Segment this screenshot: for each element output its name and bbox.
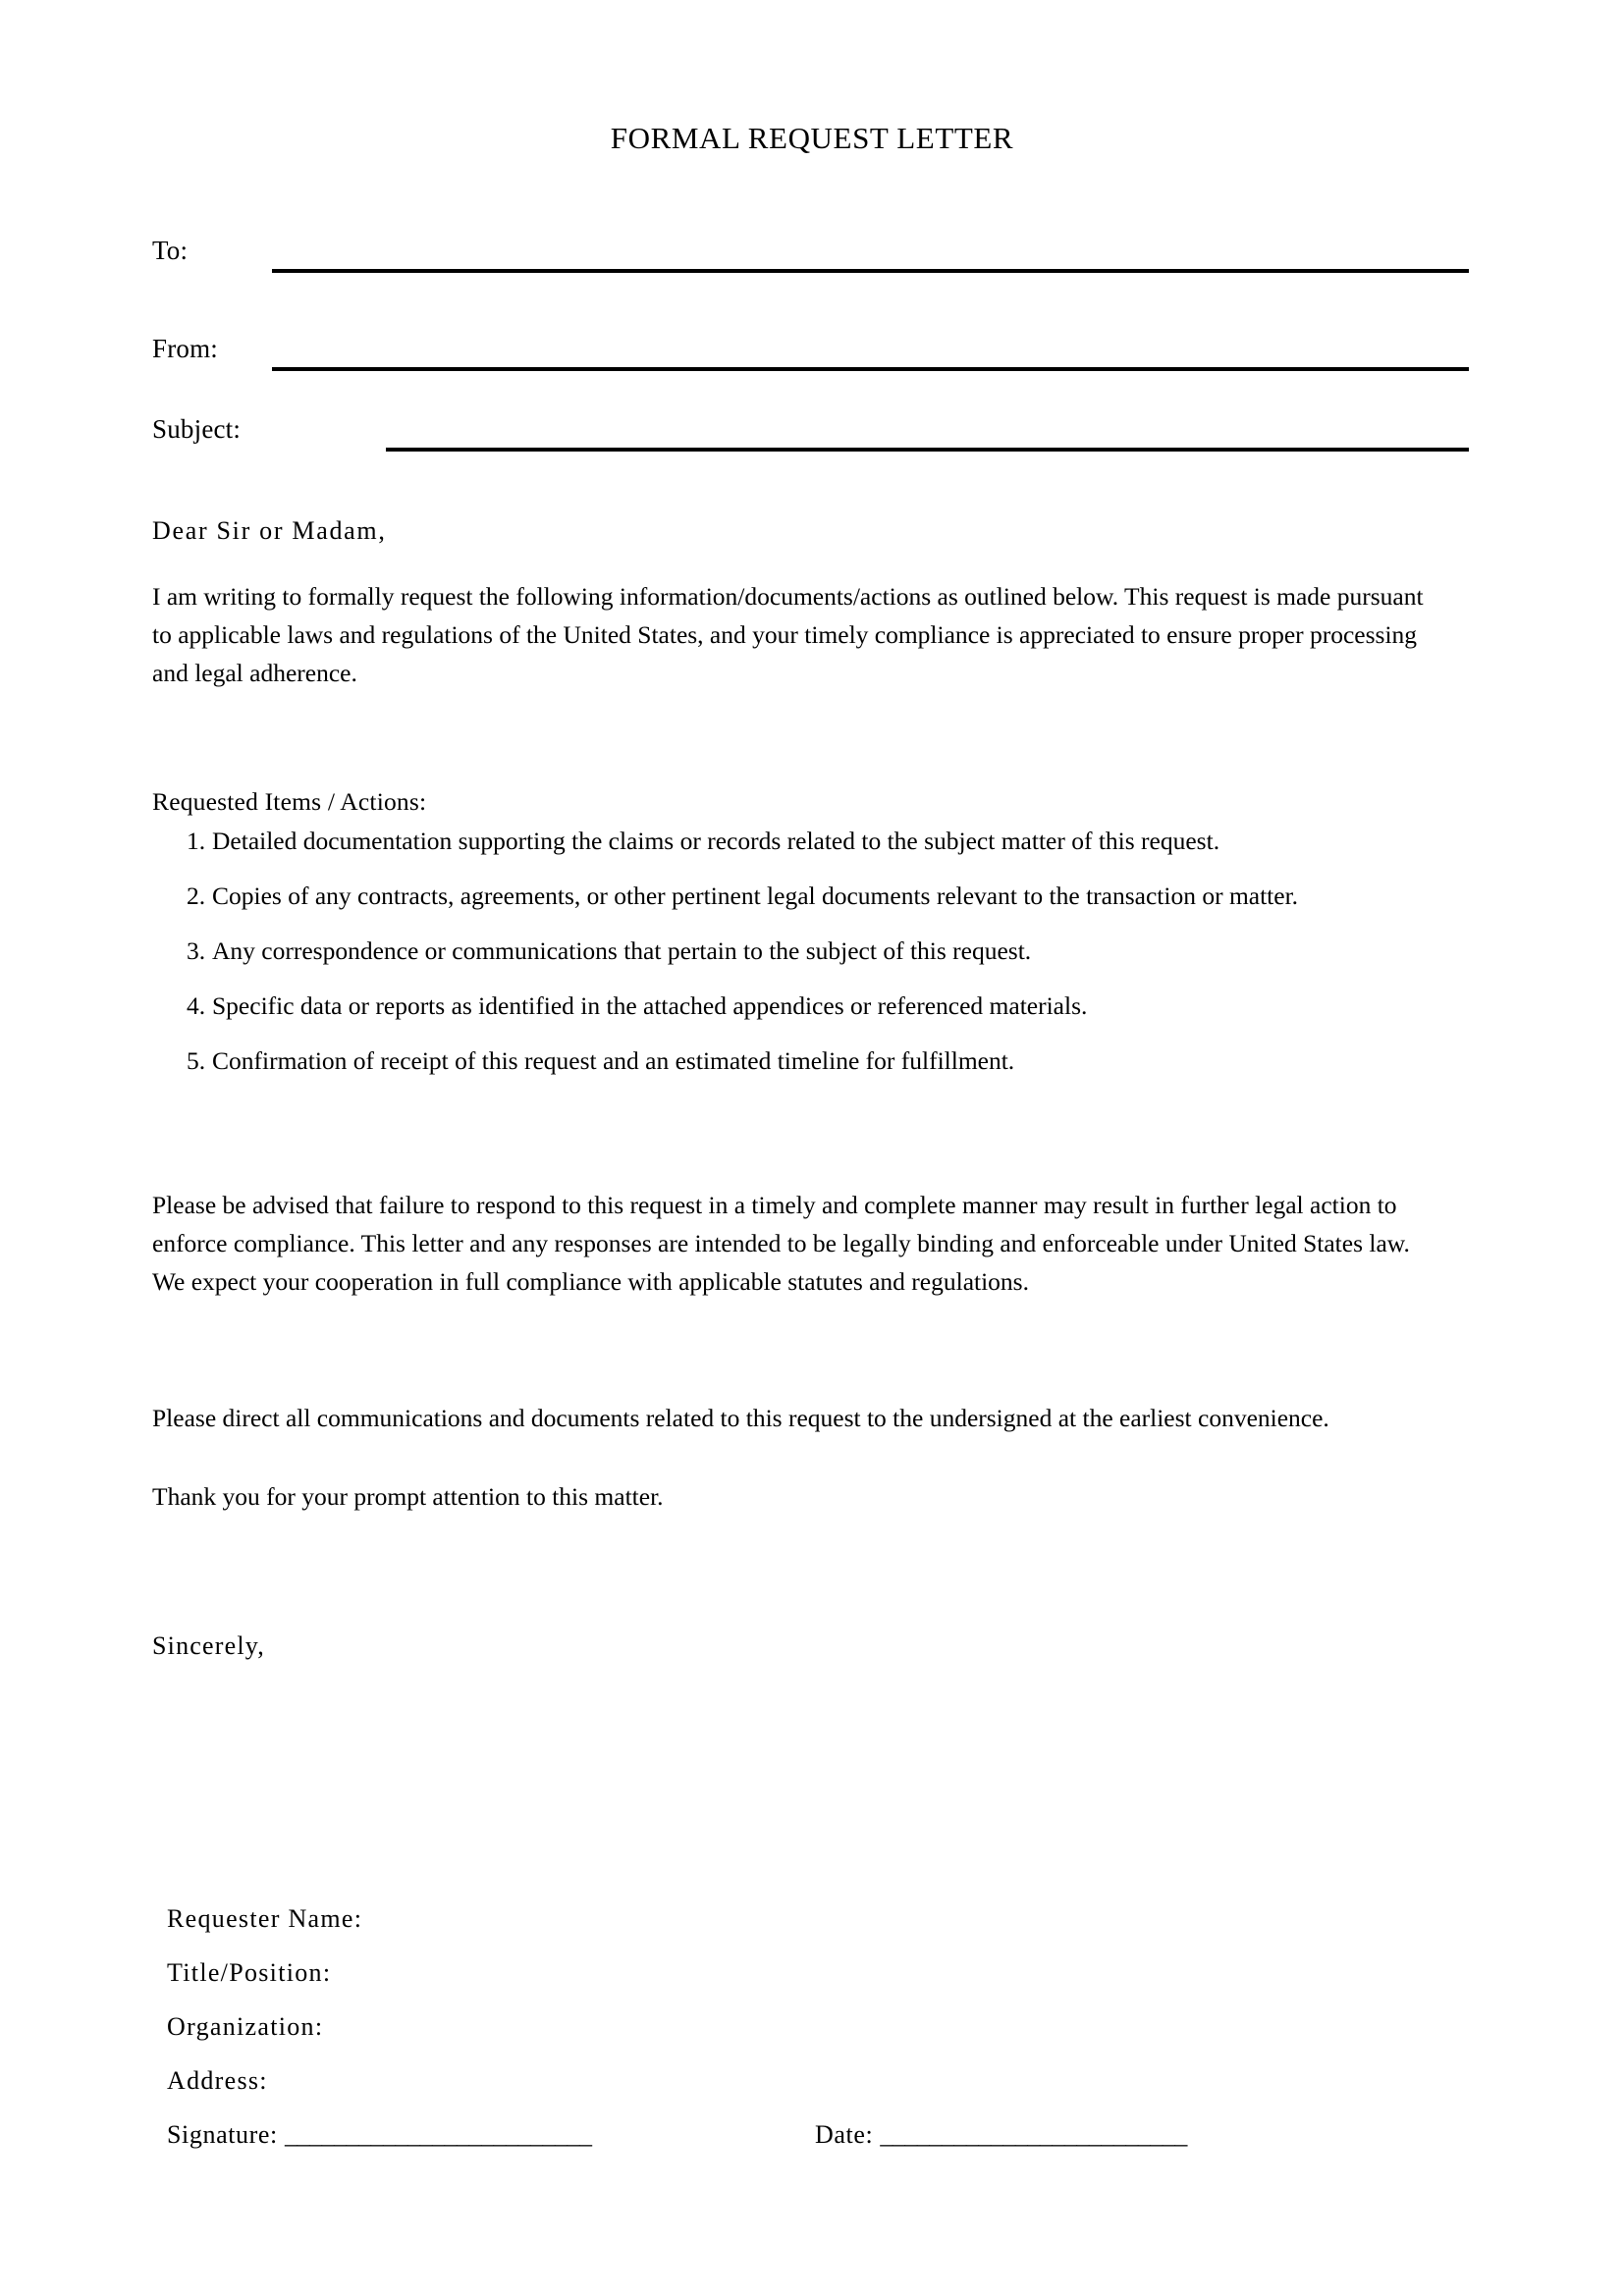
address-label: Address: xyxy=(167,2066,268,2095)
field-label-subject: Subject: xyxy=(152,414,242,444)
list-item-number: 4. xyxy=(187,991,206,1020)
field-rule-from[interactable] xyxy=(272,367,1469,371)
requester-name-label: Requester Name: xyxy=(167,1904,363,1933)
warning-paragraph: Please be advised that failure to respond to this request in a timely and complete manner may result in further legal action to enforce compliance. This letter and any responses are intended to be legally binding and enforceable under United States law. We expect your cooperation in full compliance with applicable statutes and regulations. xyxy=(152,1191,1410,1296)
organization-label: Organization: xyxy=(167,2012,324,2041)
list-item-text: Detailed documentation supporting the claims or records related to the subject matter of this request. xyxy=(212,827,1220,855)
date-label: Date: xyxy=(815,2120,874,2149)
list-item-text: Any correspondence or communications that pertain to the subject of this request. xyxy=(212,936,1032,965)
list-item xyxy=(187,934,1453,968)
list-item xyxy=(187,989,1453,1023)
list-item-number: 1. xyxy=(187,827,206,855)
signature-input-rule[interactable]: _________________________ xyxy=(284,2120,592,2149)
list-item xyxy=(187,825,1453,858)
list-item-text: Confirmation of receipt of this request and an estimated timeline for fulfillment. xyxy=(212,1046,1015,1075)
list-item xyxy=(187,880,1453,913)
date-group xyxy=(815,2118,1187,2152)
list-item-number: 3. xyxy=(187,936,206,965)
signature-date-row xyxy=(167,2118,1443,2152)
direction-paragraph: Please direct all communications and documents related to this request to the undersigned at the earliest convenience. xyxy=(152,1404,1329,1432)
field-row-subject xyxy=(152,412,1473,452)
requested-items-label: Requested Items / Actions: xyxy=(152,787,427,816)
field-row-from xyxy=(152,332,1473,371)
field-label-to: To: xyxy=(152,236,189,265)
signature-label: Signature: xyxy=(167,2120,278,2149)
intro-paragraph: I am writing to formally request the following information/documents/actions as outlined below. This request is made pursuant to applicable laws and regulations of the United States, and your timely compliance is appreciated to ensure proper processing and legal adherence. xyxy=(152,582,1424,687)
closing-salutation: Sincerely, xyxy=(152,1631,265,1660)
field-label-from: From: xyxy=(152,334,219,363)
list-item-text: Copies of any contracts, agreements, or other pertinent legal documents relevant to the transaction or matter. xyxy=(212,881,1299,910)
list-item xyxy=(187,1044,1453,1078)
list-item-number: 5. xyxy=(187,1046,206,1075)
field-rule-to[interactable] xyxy=(272,269,1469,273)
title-position-label: Title/Position: xyxy=(167,1958,332,1987)
list-item-number: 2. xyxy=(187,881,206,910)
field-rule-subject[interactable] xyxy=(386,448,1469,452)
requested-items-list xyxy=(187,825,1453,1099)
page-title: FORMAL REQUEST LETTER xyxy=(610,121,1014,155)
date-input-rule[interactable]: _________________________ xyxy=(880,2120,1187,2149)
list-item-text: Specific data or reports as identified in the attached appendices or referenced materials. xyxy=(212,991,1088,1020)
field-row-to xyxy=(152,234,1473,273)
thanks-paragraph: Thank you for your prompt attention to this matter. xyxy=(152,1482,664,1511)
salutation: Dear Sir or Madam, xyxy=(152,516,387,545)
signature-block xyxy=(167,1902,1443,2152)
